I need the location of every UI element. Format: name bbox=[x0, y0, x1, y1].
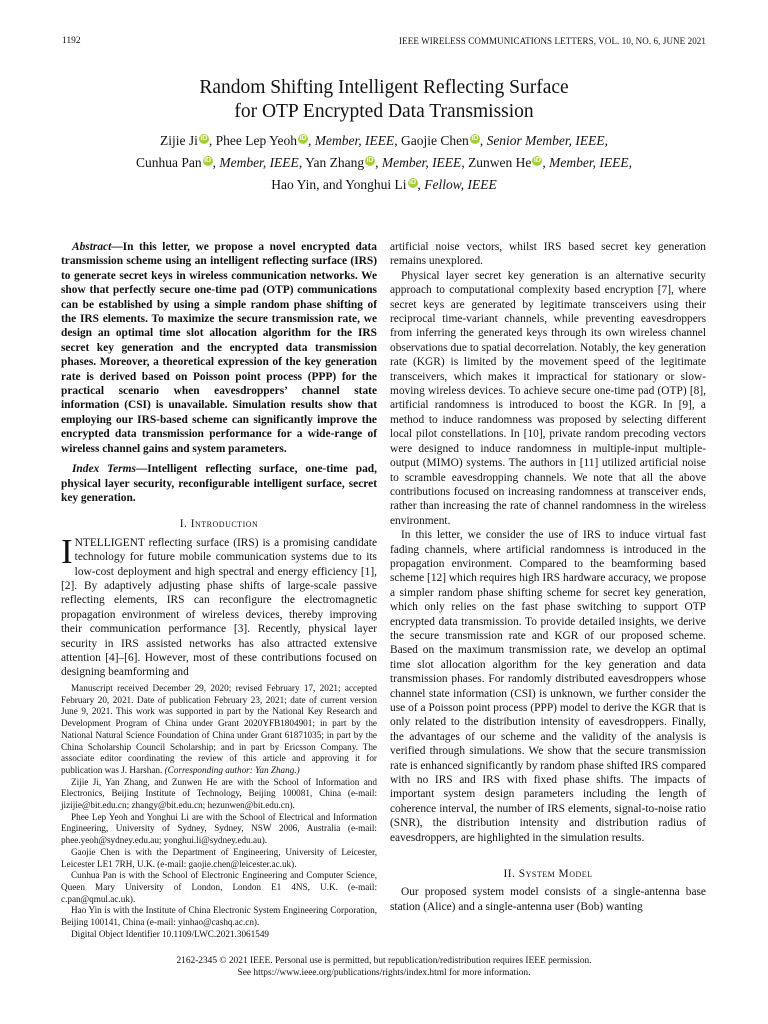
orcid-icon[interactable]: iD bbox=[366, 157, 374, 164]
section-heading-introduction bbox=[61, 517, 377, 531]
author-list: Zijie Ji iD , Phee Lep Yeoh iD , Member, IEEE, Gaojie Chen iD , Senior Member, IEEE, Cunhua Pan iD , Member, IEEE, Yan Zhang iD , Member, IEEE, Zunwen He iD , Member, IEEE, Hao Yin, and Yonghui Li iD , Fellow, IEEE bbox=[135, 133, 633, 192]
footnote-affiliation: Phee Lep Yeoh and Yonghui Li are with the School of Electrical and Information Engineering, University of Sydney, Sydney, NSW 2006, Australia (e-mail: phee.yeoh@sydney.edu.au; yonghui.li@sydney.edu.au). bbox=[61, 811, 377, 846]
copyright-notice bbox=[0, 955, 768, 979]
author-membership: Fellow, IEEE bbox=[424, 177, 497, 192]
footnote-affiliation: Gaojie Chen is with the Department of Engineering, University of Leicester, Leicester LE1 7RH, U.K. (e-mail: gaojie.chen@leicester.ac.uk). bbox=[61, 846, 377, 869]
orcid-icon[interactable]: iD bbox=[471, 135, 479, 142]
page-number: 1192 bbox=[62, 36, 81, 46]
copyright-line-2[interactable]: See https://www.ieee.org/publications/rights/index.html for more information. bbox=[237, 968, 531, 978]
section-heading-system-model bbox=[390, 867, 706, 881]
section-title: Introduction bbox=[190, 518, 259, 531]
section-number: I. bbox=[179, 518, 188, 531]
drop-cap: I bbox=[61, 531, 73, 571]
footnote-manuscript bbox=[61, 683, 377, 777]
orcid-icon[interactable]: iD bbox=[299, 135, 307, 142]
author-name: Yan Zhang bbox=[305, 155, 365, 170]
author-name: Gaojie Chen bbox=[400, 133, 469, 148]
footnote-text: Manuscript received December 29, 2020; revised February 17, 2021; accepted February 20, 2021. Date of publication February 23, 2021; date of current version June 9, 2021. This work was supported in part by the National Key Research and Development Program of China under Grant 2020YFB1804901; in part by the National Natural Science Foundation of China under Grant 61871035; in part by the China Scholarship Council Scholarship; and in part by Ericsson Company. The associate editor coordinating the review of this article and approving it for publication was J. Harshan. bbox=[61, 683, 377, 775]
section-title: System Model bbox=[518, 868, 593, 881]
title-line-1: Random Shifting Intelligent Reflecting Surface bbox=[199, 77, 569, 98]
abstract bbox=[61, 240, 377, 456]
author-name: Zunwen He bbox=[468, 155, 532, 170]
index-terms bbox=[61, 462, 377, 505]
right-column bbox=[390, 240, 706, 914]
paper-title bbox=[0, 76, 768, 124]
author-name: Hao Yin, and Yonghui Li bbox=[271, 177, 407, 192]
orcid-icon[interactable]: iD bbox=[409, 179, 417, 186]
footnote-affiliation: Zijie Ji, Yan Zhang, and Zunwen He are with the School of Information and Electronics, Beijing Institute of Technology, Beijing 100081, China (e-mail: jizijie@bit.edu.cn; zhangy@bit.edu.cn; hezunwen@bit.edu.cn). bbox=[61, 776, 377, 811]
author-membership: Member, IEEE bbox=[219, 155, 299, 170]
title-line-2: for OTP Encrypted Data Transmission bbox=[234, 101, 534, 122]
copyright-line-1: 2162-2345 © 2021 IEEE. Personal use is permitted, but republication/redistribution requires IEEE permission. bbox=[176, 956, 592, 966]
body-paragraph: Our proposed system model consists of a single-antenna base station (Alice) and a single-antenna user (Bob) wanting bbox=[390, 886, 706, 913]
body-paragraph: artificial noise vectors, whilst IRS based secret key generation remains unexplored. bbox=[390, 241, 706, 268]
abstract-label: Abstract bbox=[72, 241, 112, 253]
intro-text: NTELLIGENT reflecting surface (IRS) is a promising candidate technology for future mobile communication systems due to its low-cost deployment and high spectral and energy efficiency [1], [2]. By adaptively adjusting phase shifts of large-scale passive reflecting elements, IRS can reconfigure the electromagnetic propagation environment of wireless devices, thereby improving their communication performance [3]. Recently, physical layer security in IRS assisted networks has also attracted extensive attention [4]–[6]. However, most of these contributions focused on designing beamforming and bbox=[61, 536, 377, 679]
orcid-icon[interactable]: iD bbox=[204, 157, 212, 164]
author-membership: Member, IEEE bbox=[549, 155, 629, 170]
section-number: II. bbox=[503, 868, 516, 881]
author-membership: Member, IEEE bbox=[381, 155, 462, 170]
footnotes bbox=[61, 683, 377, 940]
author-membership: Member, IEEE bbox=[314, 133, 395, 148]
orcid-icon[interactable]: iD bbox=[200, 135, 208, 142]
doi: Digital Object Identifier 10.1109/LWC.2021.3061549 bbox=[71, 928, 270, 939]
left-column bbox=[61, 240, 377, 680]
author-name: Zijie Ji bbox=[159, 133, 198, 148]
abstract-text: —In this letter, we propose a novel encrypted data transmission scheme using an intelligent reflecting surface (IRS) to generate secret keys in wireless communication networks. We show that perfectly secure one-time pad (OTP) communications can be established by using a simple random phase shifting of the IRS elements. To maximize the secure transmission rate, we design an optimal time slot allocation algorithm for the IRS secret key generation and the encrypted data transmission phases. Moreover, a theoretical expression of the key generation rate is derived based on Poisson point process (PPP) for the practical scenario when eavesdroppers’ channel state information (CSI) is unavailable. Simulation results show that employing our IRS-based scheme can significantly improve the encrypted data transmission performance for a wide-range of wireless channel gains and system parameters. bbox=[61, 241, 377, 455]
index-terms-label: Index Terms bbox=[72, 463, 136, 476]
author-membership: Senior Member, IEEE bbox=[486, 133, 605, 148]
corresponding-author: (Corresponding author: Yan Zhang.) bbox=[164, 764, 300, 775]
footnote-affiliation: Cunhua Pan is with the School of Electronic Engineering and Computer Science, Queen Mary University of London, London E1 4NS, U.K. (e-mail: c.pan@qmul.ac.uk). bbox=[61, 870, 377, 904]
footnote-affiliation: Hao Yin is with the Institute of China Electronic System Engineering Corporation, Beijing 100141, China (e-mail: yinhao@cashq.ac.cn). bbox=[61, 905, 377, 928]
orcid-icon[interactable]: iD bbox=[533, 157, 541, 164]
author-name: Phee Lep Yeoh bbox=[215, 133, 297, 148]
author-name: Cunhua Pan bbox=[135, 155, 202, 170]
running-head: IEEE WIRELESS COMMUNICATIONS LETTERS, VOL. 10, NO. 6, JUNE 2021 bbox=[399, 36, 706, 46]
index-terms-text: —Intelligent reflecting surface, one-time pad, physical layer security, reconfigurable intelligent surface, secret key generation. bbox=[61, 463, 377, 504]
intro-paragraph bbox=[61, 531, 377, 680]
body-paragraph: Physical layer secret key generation is an alternative security approach to computational complexity based encryption [7], where secret keys are generated by legitimate transceivers using their reciprocal time-variant channels, while preventing eavesdroppers from inferring the generated keys through its own wireless channel observations due to spatial decorrelation. Notably, the key generation rate (KGR) is limited by the movement speed of the legitimate transceivers, which makes it impractical for stationary or slow-moving wireless devices. To achieve secure one-time pad (OTP) [8], artificial randomness is introduced to boost the KGR. In [9], a method to induce randomness was proposed by selecting different local pilot constellations. In [10], private random precoding vectors were designed to induce randomness in multiple-input multiple-output (MIMO) systems. The authors in [11] utilized artificial noise to scramble eavesdropping channels. We note that all the above contributions focused on increasing randomness at transceiver ends, rather than increasing the rate of channel randomness in the wireless environment. bbox=[390, 269, 706, 527]
body-paragraph: In this letter, we consider the use of IRS to induce virtual fast fading channels, where artificial randomness is introduced in the propagation environment. Compared to the beamforming based scheme [12] which requires high IRS hardware accuracy, we propose a simpler random phase shifting scheme for secret key generation, which only relies on the fast phase switching to support OTP encrypted data transmission. To provide detailed insights, we derive the secure transmission rate and KGR of our proposed scheme. Based on the maximum transmission rate, we develop an optimal time slot allocation algorithm for the key generation and data transmission phases. For randomly distributed eavesdroppers whose channel state information (CSI) is unknown, we further consider the use of a Poisson point process (PPP) model to derive the KGR that is only related to the distribution intensity of eavesdroppers. Finally, the advantages of our scheme and the validity of the analysis is verified through simulations. We show that the secure transmission rate is enhanced significantly by random phase shifted IRS compared with no IRS and IRS with fixed phase shifts. The impacts of important system design parameters including the length of coherence interval, the number of IRS elements, signal-to-noise ratio (SNR), the distribution intensity and distribution radius of eavesdroppers, are highlighted in the simulation results. bbox=[390, 529, 706, 844]
